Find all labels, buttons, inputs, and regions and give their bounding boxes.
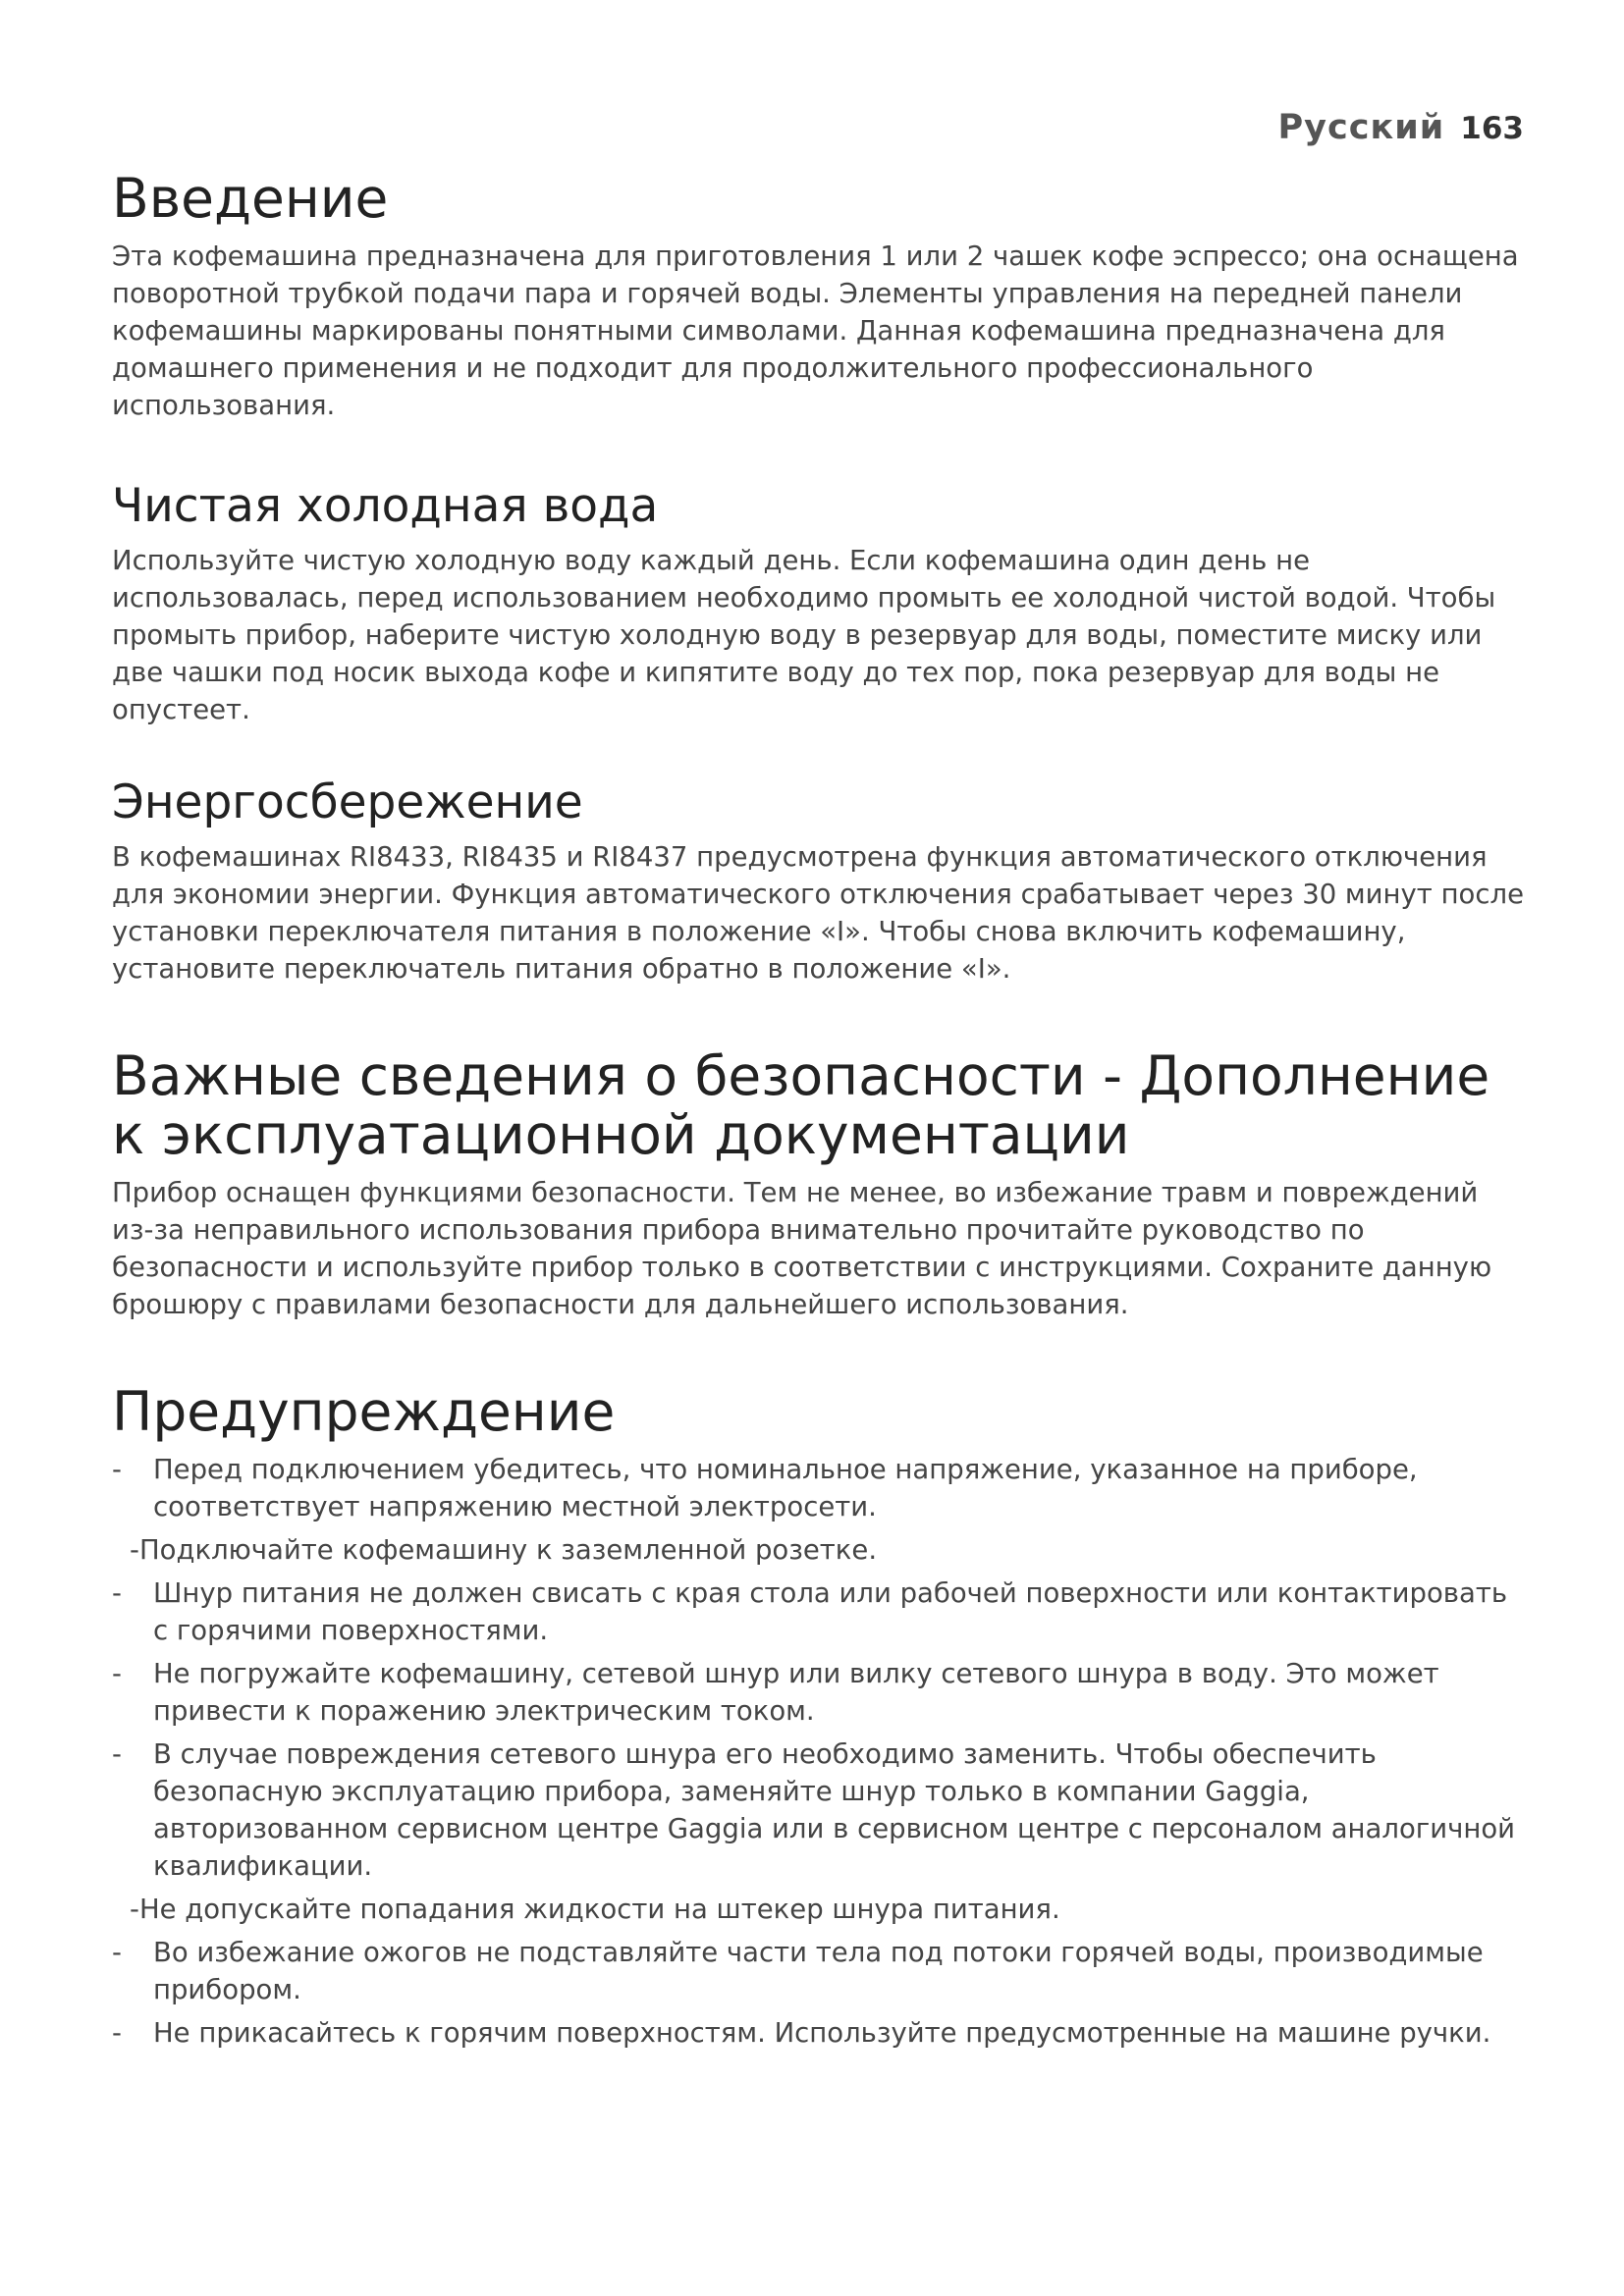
section-title: Важные сведения о безопасности - Дополнение к эксплуатационной документации: [112, 1044, 1490, 1166]
warning-list: [112, 1451, 1526, 2052]
section-clean-water: [112, 479, 1526, 728]
bullet-dash: -: [112, 2017, 122, 2049]
list-item-text: В случае повреждения сетевого шнура его необходимо заменить. Чтобы обеспечить безопасную эксплуатацию прибора, заменяйте шнур только в компании Gaggia, авторизованном сервисном центре Gaggia или в сервисном центре с персоналом аналогичной квалификации.: [153, 1738, 1516, 1882]
section-title: Введение: [112, 167, 389, 230]
list-item-text: Во избежание ожогов не подставляйте части тела под потоки горячей воды, производимые прибором.: [153, 1937, 1484, 2005]
bullet-dash: -: [112, 1454, 122, 1485]
list-item-text: Подключайте кофемашину к заземленной розетке.: [138, 1534, 878, 1566]
section-warning: [112, 1382, 1526, 2052]
section-text: В кофемашинах RI8433, RI8435 и RI8437 предусмотрена функция автоматического отключения для экономии энергии. Функция автоматического отключения срабатывает через 30 минут после установки переключателя питания в положение «I». Чтобы снова включить кофемашину, установите переключатель питания обратно в положение «I».: [112, 841, 1524, 985]
section-title: Чистая холодная вода: [112, 479, 659, 533]
list-item-text: Шнур питания не должен свисать с края стола или рабочей поверхности или контактировать с горячими поверхностями.: [153, 1577, 1508, 1646]
page-header: [1278, 108, 1524, 147]
list-item: [112, 1531, 1526, 1569]
section-text: Прибор оснащен функциями безопасности. Тем не менее, во избежание травм и повреждений из-за неправильного использования прибора внимательно прочитайте руководство по безопасности и используйте прибор только в соответствии с инструкциями. Сохраните данную брошюру с правилами безопасности для дальнейшего использования.: [112, 1177, 1492, 1320]
list-item-text: Не прикасайтесь к горячим поверхностям. Используйте предусмотренные на машине ручки.: [153, 2017, 1491, 2049]
section-title: Энергосбережение: [112, 775, 583, 829]
bullet-dash: -: [112, 1658, 122, 1689]
section-energy-saving: [112, 775, 1526, 988]
language-label: Русский: [1277, 108, 1445, 147]
list-item: [112, 1934, 1526, 2008]
section-text: Эта кофемашина предназначена для приготовления 1 или 2 чашек кофе эспрессо; она оснащена поворотной трубкой подачи пара и горячей воды. Элементы управления на передней панели кофемашины маркированы понятными символами. Данная кофемашина предназначена для домашнего применения и не подходит для продолжительного профессионального использования.: [112, 240, 1519, 421]
bullet-dash: -: [130, 1894, 139, 1925]
list-item: [112, 1451, 1526, 1525]
list-item: [112, 1735, 1526, 1885]
list-item: [112, 1575, 1526, 1649]
section-introduction: [112, 169, 1526, 424]
list-item: [112, 1655, 1526, 1730]
list-item: [112, 2014, 1526, 2052]
section-text: Используйте чистую холодную воду каждый день. Если кофемашина один день не использовалась, перед использованием необходимо промыть ее холодной чистой водой. Чтобы промыть прибор, наберите чистую холодную воду в резервуар для воды, поместите миску или две чашки под носик выхода кофе и кипятите воду до тех пор, пока резервуар для воды не опустеет.: [112, 545, 1496, 725]
warning-title: Предупреждение: [112, 1380, 616, 1443]
list-item-text: Перед подключением убедитесь, что номинальное напряжение, указанное на приборе, соответствует напряжению местной электросети.: [153, 1454, 1418, 1522]
page-number: 163: [1460, 111, 1524, 146]
list-item: [112, 1891, 1526, 1928]
section-safety: [112, 1046, 1526, 1323]
bullet-dash: -: [112, 1738, 122, 1770]
bullet-dash: -: [112, 1937, 122, 1968]
list-item-text: Не погружайте кофемашину, сетевой шнур или вилку сетевого шнура в воду. Это может привести к поражению электрическим током.: [153, 1658, 1439, 1727]
bullet-dash: -: [112, 1577, 122, 1609]
list-item-text: Не допускайте попадания жидкости на штекер шнура питания.: [138, 1894, 1060, 1925]
bullet-dash: -: [130, 1534, 139, 1566]
document-body: [112, 169, 1526, 2107]
